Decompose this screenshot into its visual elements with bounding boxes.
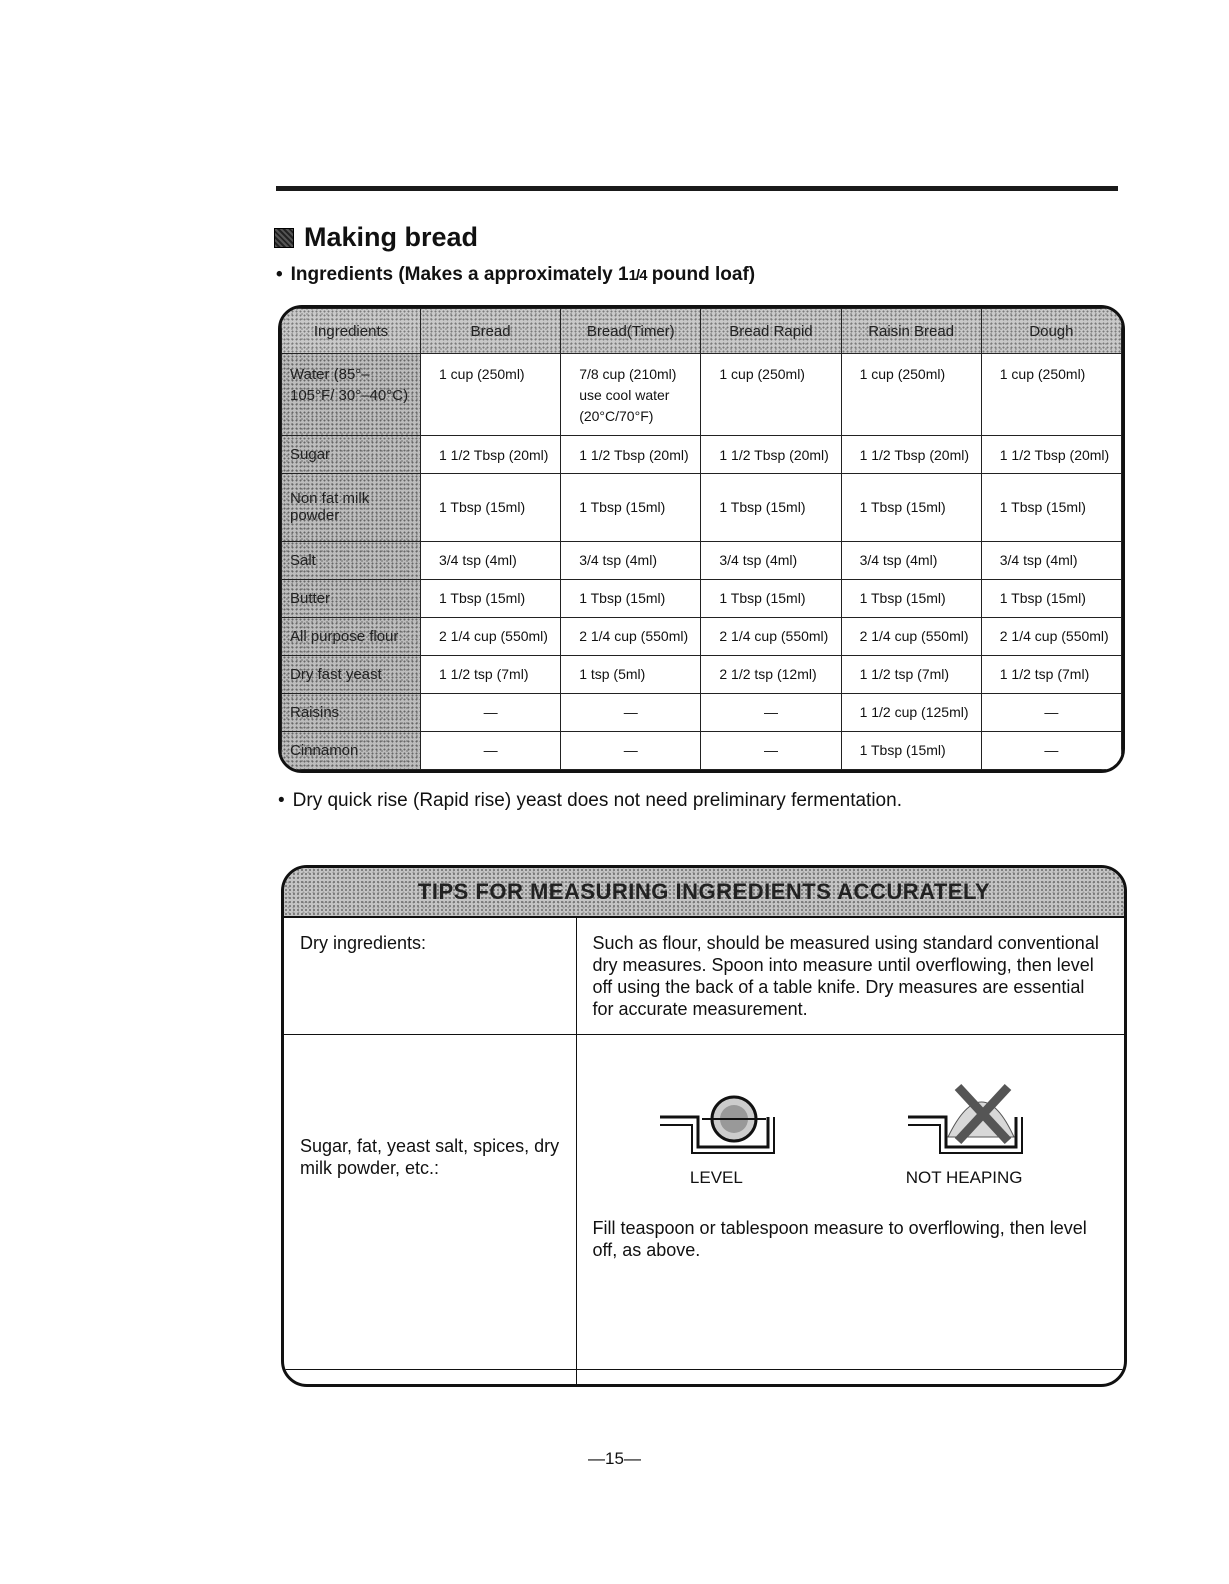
row-header: Salt xyxy=(282,541,421,579)
row-header: Non fat milk powder xyxy=(282,474,421,541)
table-row xyxy=(282,436,1122,474)
table-row xyxy=(282,693,1122,731)
tips-row-liquid xyxy=(284,1370,1124,1388)
row-header: Cinnamon xyxy=(282,731,421,769)
table-cell: 1 Tbsp (15ml) xyxy=(421,474,561,541)
tips-spoon-cell xyxy=(576,1035,1124,1370)
table-cell: 1 cup (250ml) xyxy=(981,354,1121,436)
level-caption: LEVEL xyxy=(689,1168,743,1187)
table-cell: — xyxy=(561,693,701,731)
column-header: Ingredients xyxy=(282,309,421,354)
row-header: Raisins xyxy=(282,693,421,731)
tips-label xyxy=(284,1370,576,1388)
row-header: Sugar xyxy=(282,436,421,474)
ingredients-table-frame xyxy=(278,305,1125,773)
column-header: Bread(Timer) xyxy=(561,309,701,354)
tips-row-spoon xyxy=(284,1035,1124,1370)
section-heading xyxy=(274,222,478,253)
tips-label: Sugar, fat, yeast salt, spices, dry milk powder, etc.: xyxy=(284,1035,576,1370)
table-cell: 3/4 tsp (4ml) xyxy=(561,541,701,579)
table-cell: 2 1/4 cup (550ml) xyxy=(981,617,1121,655)
table-cell: 1 1/2 tsp (7ml) xyxy=(421,655,561,693)
table-cell: 1 cup (250ml) xyxy=(841,354,981,436)
table-cell: — xyxy=(421,731,561,769)
table-row xyxy=(282,655,1122,693)
table-cell: 3/4 tsp (4ml) xyxy=(841,541,981,579)
table-cell: 1 Tbsp (15ml) xyxy=(701,579,841,617)
table-row xyxy=(282,731,1122,769)
table-cell: 2 1/4 cup (550ml) xyxy=(701,617,841,655)
tips-table xyxy=(284,918,1124,1387)
table-cell: 1 Tbsp (15ml) xyxy=(561,579,701,617)
square-bullet-icon xyxy=(274,228,294,248)
table-cell: — xyxy=(701,731,841,769)
column-header: Bread Rapid xyxy=(701,309,841,354)
table-cell: 1 Tbsp (15ml) xyxy=(841,579,981,617)
table-cell: — xyxy=(981,731,1121,769)
column-header: Bread xyxy=(421,309,561,354)
ingredients-subtitle: • Ingredients (Makes a approximately 11/4 pound loaf) xyxy=(276,264,755,286)
top-rule xyxy=(276,186,1118,191)
tips-text xyxy=(576,1370,1124,1388)
table-cell: 1 Tbsp (15ml) xyxy=(421,579,561,617)
tips-label: Dry ingredients: xyxy=(284,918,576,1035)
table-header-row xyxy=(282,309,1122,354)
tips-text: Such as flour, should be measured using standard conventional dry measures. Spoon into measure until overflowing, then level off using the back of a table knife. Dry measures are essential for accurate measurement. xyxy=(576,918,1124,1035)
table-cell: 3/4 tsp (4ml) xyxy=(701,541,841,579)
table-cell: 1 Tbsp (15ml) xyxy=(841,474,981,541)
table-cell: 3/4 tsp (4ml) xyxy=(421,541,561,579)
tips-row-dry xyxy=(284,918,1124,1035)
table-row xyxy=(282,541,1122,579)
table-row xyxy=(282,579,1122,617)
table-cell: 3/4 tsp (4ml) xyxy=(981,541,1121,579)
tips-text: Fill teaspoon or tablespoon measure to overflowing, then level off, as above. xyxy=(592,1218,1087,1260)
yeast-note: • Dry quick rise (Rapid rise) yeast does not need preliminary fermentation. xyxy=(278,790,902,812)
row-header: Butter xyxy=(282,579,421,617)
spoon-illustrations xyxy=(593,1077,1109,1189)
table-row xyxy=(282,617,1122,655)
table-cell: 1 Tbsp (15ml) xyxy=(561,474,701,541)
table-cell: 2 1/4 cup (550ml) xyxy=(561,617,701,655)
row-header: Water (85°–105°F/ 30°–40°C) xyxy=(282,354,421,436)
table-cell: 1 1/2 Tbsp (20ml) xyxy=(421,436,561,474)
table-cell: 1 1/2 Tbsp (20ml) xyxy=(981,436,1121,474)
page-title: Making bread xyxy=(304,222,479,252)
table-row xyxy=(282,474,1122,541)
not-heaping-figure xyxy=(904,1077,1024,1189)
not-heaping-spoon-icon xyxy=(904,1077,1024,1157)
table-cell: 1 1/2 Tbsp (20ml) xyxy=(561,436,701,474)
table-cell: 1 1/2 Tbsp (20ml) xyxy=(841,436,981,474)
page-number: —15— xyxy=(588,1449,641,1468)
table-cell: 2 1/2 tsp (12ml) xyxy=(701,655,841,693)
row-header: Dry fast yeast xyxy=(282,655,421,693)
column-header: Dough xyxy=(981,309,1121,354)
table-row xyxy=(282,354,1122,436)
table-cell: 1 1/2 tsp (7ml) xyxy=(841,655,981,693)
table-cell: 2 1/4 cup (550ml) xyxy=(841,617,981,655)
table-cell: 7/8 cup (210ml) use cool water (20°C/70°F) xyxy=(561,354,701,436)
tips-box xyxy=(281,865,1127,1387)
table-cell: 1 Tbsp (15ml) xyxy=(841,731,981,769)
not-heaping-caption: NOT HEAPING xyxy=(905,1168,1023,1187)
column-header: Raisin Bread xyxy=(841,309,981,354)
table-cell: 1 Tbsp (15ml) xyxy=(701,474,841,541)
table-cell: — xyxy=(561,731,701,769)
table-cell: 1 Tbsp (15ml) xyxy=(981,579,1121,617)
table-cell: 1 cup (250ml) xyxy=(421,354,561,436)
table-cell: 1 cup (250ml) xyxy=(701,354,841,436)
table-cell: 1 1/2 Tbsp (20ml) xyxy=(701,436,841,474)
ingredients-table xyxy=(281,308,1122,770)
table-cell: 2 1/4 cup (550ml) xyxy=(421,617,561,655)
table-cell: — xyxy=(981,693,1121,731)
tips-title: TIPS FOR MEASURING INGREDIENTS ACCURATELY xyxy=(284,868,1124,918)
table-cell: 1 tsp (5ml) xyxy=(561,655,701,693)
level-spoon-icon xyxy=(656,1077,776,1157)
table-cell: — xyxy=(421,693,561,731)
table-cell: — xyxy=(701,693,841,731)
level-figure xyxy=(656,1077,776,1189)
table-cell: 1 1/2 cup (125ml) xyxy=(841,693,981,731)
row-header: All purpose flour xyxy=(282,617,421,655)
table-cell: 1 1/2 tsp (7ml) xyxy=(981,655,1121,693)
table-cell: 1 Tbsp (15ml) xyxy=(981,474,1121,541)
